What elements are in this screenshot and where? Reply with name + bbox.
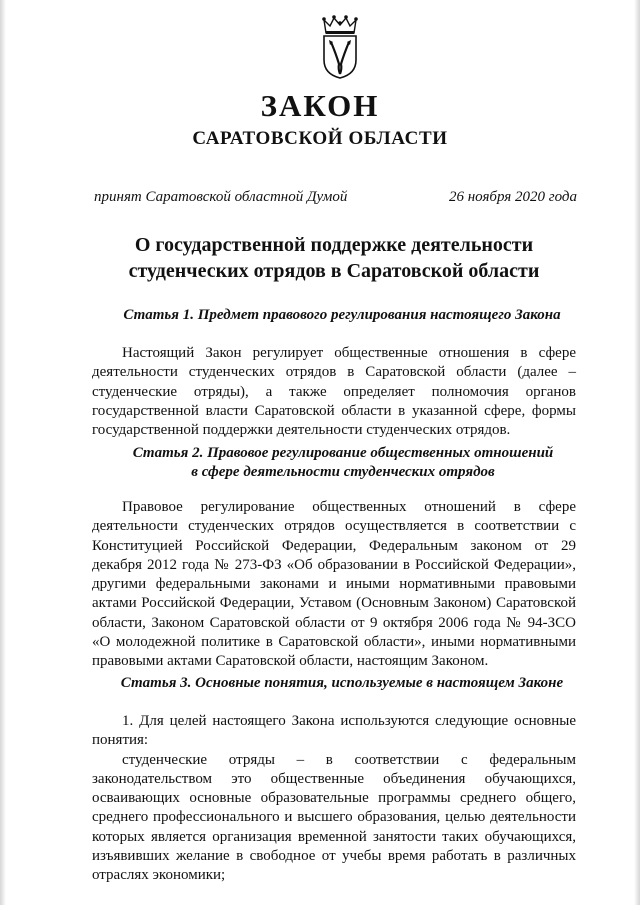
article-heading-line: Статья 2. Правовое регулирование общественных отношений (132, 445, 554, 461)
article-heading (92, 674, 592, 693)
paragraph: Настоящий Закон регулирует общественные отношения в сфере деятельности студенческих отрядов в Саратовской области (далее – студенческие отряды), а также определяет полномочия органов государственной власти Саратовской области в указанной сфере, формы государственной поддержки деятельности студенческих отрядов. (92, 345, 576, 439)
document-title (0, 232, 640, 284)
article-heading-line: в сфере деятельности студенческих отрядов (191, 464, 495, 480)
law-subtitle: САРАТОВСКОЙ ОБЛАСТИ (192, 128, 448, 149)
paragraph: Правовое регулирование общественных отношений в сфере деятельности студенческих отрядов осуществляется в соответствии с Конституцией Российской Федерации, Федеральным законом от 29 декабря 2012 года № 273-ФЗ «Об образовании в Российской Федерации», другими федеральными законами и иными нормативными правовыми актами Российской Федерации, Уставом (Основным Законом) Саратовской области, Законом Саратовской области от 9 октября 2006 года № 94-ЗСО «О молодежной политике в Саратовской области», иными нормативными правовыми актами Саратовской области, настоящим Законом. (92, 499, 576, 670)
article-body (92, 498, 576, 672)
paragraph: студенческие отряды – в соответствии с федеральным законодательством это общественные объединения обучающихся, осваивающих основные образовательные программы среднего общего, среднего профессионального и высшего образования, целью деятельности которых является организация временной занятости таких обучающихся, изъявивших желание в свободное от учебы время работать в различных отраслях экономики; (92, 751, 576, 884)
adopted-by-text: принят Саратовской областной Думой (94, 189, 348, 205)
adoption-date: 26 ноября 2020 года (448, 189, 577, 205)
article-heading-line: Статья 3. Основные понятия, используемые в настоящем Законе (120, 675, 564, 691)
article-body (92, 344, 576, 440)
article-heading (92, 306, 592, 325)
law-title: ЗАКОН (260, 88, 380, 123)
document-title-line: студенческих отрядов в Саратовской области (128, 260, 540, 282)
article-heading-line: Статья 1. Предмет правового регулирования настоящего Закона (123, 307, 561, 323)
coat-of-arms-icon (318, 14, 362, 80)
document-title-line: О государственной поддержке деятельности (134, 234, 534, 256)
paragraph: 1. Для целей настоящего Закона используются следующие основные понятия: (92, 713, 576, 749)
article-body (92, 712, 576, 886)
article-heading (104, 444, 582, 482)
